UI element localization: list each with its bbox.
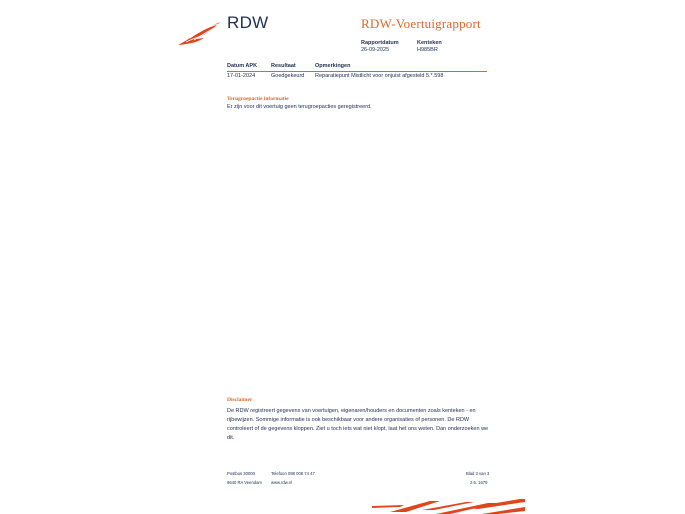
column-header-date: Datum APK [227, 63, 258, 69]
table-divider [227, 71, 487, 72]
brand-name: RDW [227, 13, 269, 32]
table-cell-result: Goedgekeurd [271, 73, 305, 79]
disclaimer-heading: Disclaimer [227, 397, 253, 403]
report-date-value: 26-09-2025 [361, 47, 390, 53]
plate-label: Kenteken [417, 40, 442, 46]
report-date-label: Rapportdatum [361, 40, 399, 46]
recall-text: Er zijn voor dit voertuig geen terugroepacties geregistreerd. [227, 104, 372, 110]
report-title: RDW-Voertuigrapport [361, 16, 481, 31]
plate-value: H985BR [417, 47, 438, 53]
table-cell-date: 17-01-2024 [227, 73, 256, 79]
footer-code: 2.6. 1679 [470, 480, 488, 485]
footer-phone: Telefoon 088 008 74 47 [271, 471, 315, 476]
disclaimer-text: De RDW registreert gegevens van voertuigen, eigenaren/houders en documenten zoals kenteken - en rijbewijzen. Sommige informatie is ook beschikbaar voor andere organisaties of personen. De RDW controleert of de gegevens kloppen. Ziet u toch iets wat niet klopt, laat het ons weten. Dan onderzoeken we dit. [227, 408, 489, 441]
footer-website[interactable]: www.rdw.nl [271, 480, 292, 485]
rdw-logo-icon [176, 20, 222, 46]
table-cell-remarks: Reparatiepunt Mistlicht voor onjuist afgesteld 5.*.598 [315, 73, 444, 79]
column-header-remarks: Opmerkingen [315, 63, 351, 69]
column-header-result: Resultaat [271, 63, 296, 69]
footer-postbus: Postbus 30000 [227, 471, 255, 476]
footer-page-number: Blad 3 van 3 [466, 471, 490, 476]
footer-city: 9640 RA Veendam [227, 480, 262, 485]
recall-heading: Terugroepactie informatie [227, 96, 289, 102]
decorative-stripes-icon [370, 499, 525, 514]
